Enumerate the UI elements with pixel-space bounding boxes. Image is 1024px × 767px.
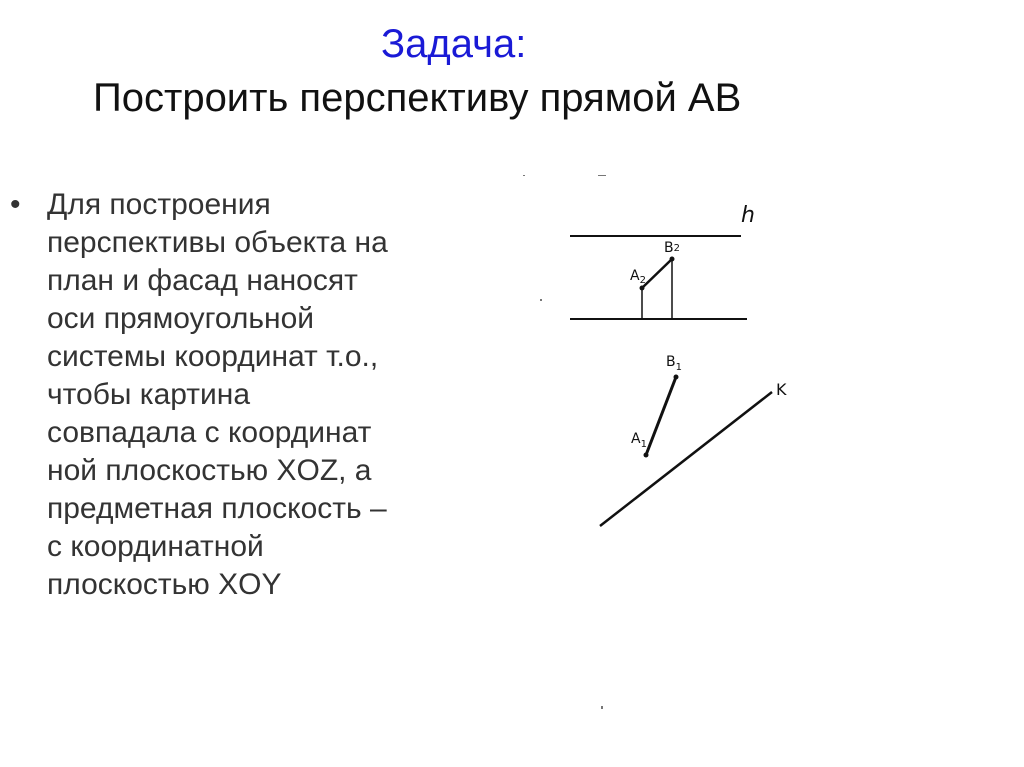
body-line: плоскостью XOY — [47, 568, 282, 601]
point-a2 — [640, 286, 645, 291]
point-a1 — [644, 453, 649, 458]
horizon-label: h — [741, 203, 755, 228]
body-line: оси прямоугольной — [47, 302, 315, 335]
label-b2-subscript: 2 — [673, 243, 680, 254]
label-b1 — [666, 354, 682, 373]
segment-a1b1 — [646, 377, 676, 455]
construction-drawing — [500, 160, 820, 720]
task-heading: Задача: — [381, 22, 527, 66]
slide-title: Построить перспективу прямой АВ — [93, 76, 742, 120]
body-line: перспективы объекта на — [47, 226, 388, 259]
body-line: системы координат т.о., — [47, 340, 379, 373]
label-b1-subscript: 1 — [675, 362, 682, 373]
bullet-marker: • — [10, 188, 21, 221]
label-b2 — [664, 240, 680, 256]
label-b2-letter: B — [664, 240, 674, 256]
point-b1 — [674, 375, 679, 380]
label-a1-letter: A — [631, 431, 641, 447]
body-line: совпадала с координат — [47, 416, 372, 449]
label-a2-letter: A — [630, 268, 640, 284]
scan-specks — [523, 175, 606, 709]
point-b2 — [670, 257, 675, 262]
label-a2-subscript: 2 — [639, 275, 646, 286]
label-a1 — [631, 431, 647, 450]
body-line: предметная плоскость – — [47, 492, 387, 525]
body-line: чтобы картина — [47, 378, 251, 411]
body-line: план и фасад наносят — [47, 264, 358, 297]
label-k: K — [776, 380, 787, 399]
body-line: ной плоскостью XOZ, а — [47, 454, 372, 487]
label-a1-subscript: 1 — [640, 439, 647, 450]
segment-a2b2 — [639, 259, 672, 288]
body-line: с координатной — [47, 530, 264, 563]
label-a2 — [630, 268, 646, 286]
body-line: Для построения — [47, 188, 271, 221]
bullet-paragraph — [47, 186, 467, 604]
label-b1-letter: B — [666, 354, 676, 370]
picture-plane-trace — [600, 392, 772, 526]
